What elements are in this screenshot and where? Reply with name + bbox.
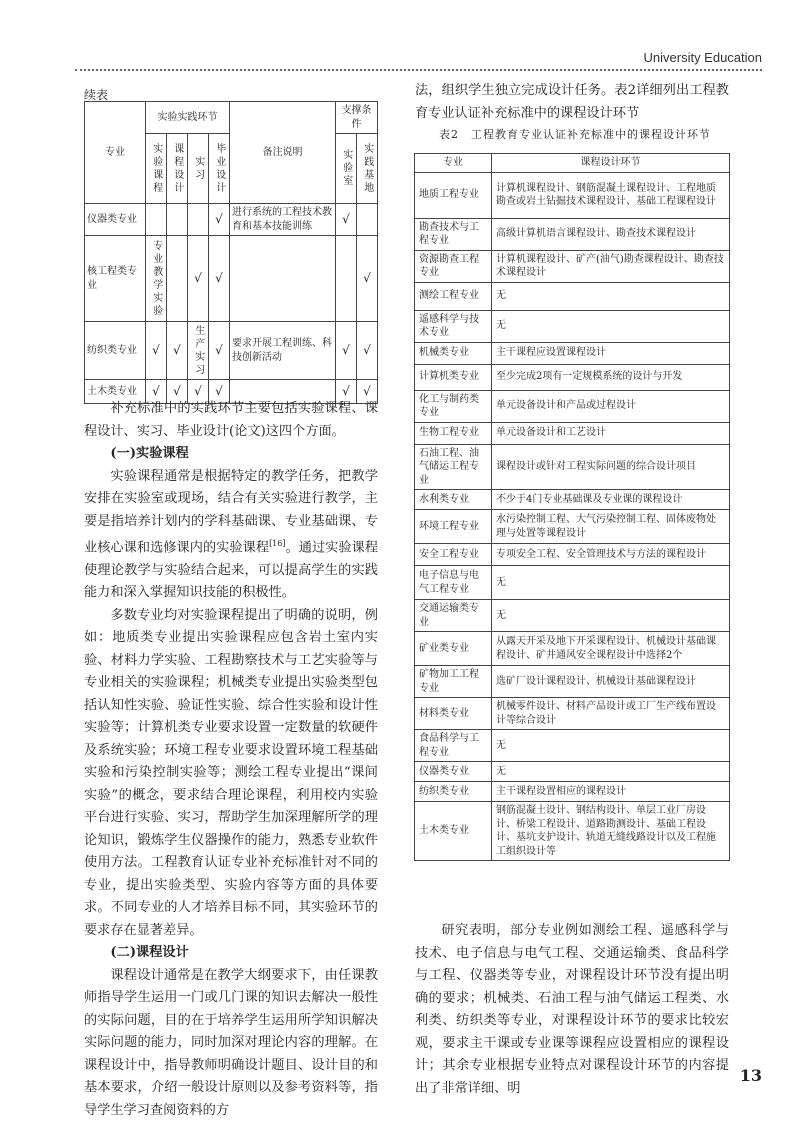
t2-header-major: 专业 — [415, 154, 492, 173]
table-row — [415, 310, 730, 342]
t2-cell-req: 不少于4门专业基础课及专业课的课程设计 — [492, 490, 730, 510]
t2-header-req: 课程设计环节 — [492, 154, 730, 173]
t1-cell: √ — [188, 380, 209, 404]
t2-cell-major: 矿业类专业 — [415, 632, 492, 666]
t1-header-support: 支撑条件 — [336, 102, 378, 134]
t2-cell-req: 无 — [492, 310, 730, 342]
t1-cell: 专业教学实验 — [150, 239, 162, 318]
t1-cell: √ — [188, 236, 209, 322]
table-row — [415, 782, 730, 802]
t1-cell — [357, 204, 378, 236]
t1-cell-note — [230, 236, 336, 322]
left-column-text — [84, 398, 378, 1122]
t2-cell-req: 无 — [492, 730, 730, 762]
t2-cell-major: 计算机类专业 — [415, 364, 492, 390]
t1-cell: √ — [209, 236, 230, 322]
t2-cell-major: 资源勘查工程专业 — [415, 250, 492, 282]
table-row — [85, 204, 378, 236]
t1-cell: √ — [209, 322, 230, 380]
t2-cell-req: 无 — [492, 600, 730, 632]
t1-sub-internship: 实习 — [192, 155, 204, 182]
t1-cell — [167, 236, 188, 322]
t1-sub-lab-course: 实验课程 — [150, 142, 162, 195]
t2-cell-major: 遥感科学与技术专业 — [415, 310, 492, 342]
t2-cell-major: 仪器类专业 — [415, 762, 492, 782]
table-row — [415, 730, 730, 762]
t1-header-major: 专业 — [85, 102, 146, 204]
t1-cell-note: 要求开展工程训练、科技创新活动 — [230, 322, 336, 380]
t1-cell: √ — [146, 380, 167, 404]
table-row — [415, 566, 730, 600]
t1-cell-major: 仪器类专业 — [85, 204, 146, 236]
t2-cell-major: 石油工程、油气储运工程专业 — [415, 444, 492, 490]
section-heading: (一)实验课程 — [110, 446, 189, 461]
t1-cell: √ — [336, 380, 357, 404]
t1-cell — [167, 204, 188, 236]
table-row — [85, 236, 378, 322]
table-row — [415, 510, 730, 544]
paragraph: 法，组织学生独立完成设计任务。表2详细列出工程教育专业认证补充标准中的课程设计环节 — [415, 83, 729, 121]
t1-cell: √ — [336, 322, 357, 380]
table-row — [415, 218, 730, 250]
t1-cell — [336, 236, 357, 322]
table2 — [414, 153, 730, 861]
t2-cell-req: 单元设备设计和工艺设计 — [492, 422, 730, 444]
table-row — [415, 172, 730, 218]
t1-cell: √ — [357, 236, 378, 322]
t2-cell-major: 材料类专业 — [415, 698, 492, 730]
t1-cell-major: 核工程类专业 — [85, 236, 146, 322]
table-row — [415, 364, 730, 390]
t1-cell-major: 纺织类专业 — [85, 322, 146, 380]
t2-cell-req: 无 — [492, 566, 730, 600]
t1-cell: √ — [357, 322, 378, 380]
paragraph: 多数专业均对实验课程提出了明确的说明，例如：地质类专业提出实验课程应包含岩土室内实验、材料力学实验、工程勘察技术与工艺实验等与专业相关的实验课程；机械类专业提出实验类型包括认知性实验、验证性实验、综合性实验和设计性实验等；计算机类专业要求设置一定数量的软硬件及系统实验；环境工程专业要求设置环境工程基础实验和污染控制实验等；测绘工程专业提出“课间实验”的概念，要求结合理论课程，利用校内实验平台进行实验、实习，帮助学生加深理解所学的理论知识，锻炼学生仪器操作的能力，熟悉专业软件使用方法。工程教育认证专业补充标准针对不同的专业，提出实验类型、实验内容等方面的具体要求。不同专业的人才培养目标不同，其实验环节的要求存在显著差异。 — [84, 607, 378, 938]
t1-cell — [146, 204, 167, 236]
t2-cell-req: 钢筋混凝土设计、钢结构设计、单层工业厂房设计、桥梁工程设计、道路勘测设计、基础工程设计、基坑支护设计、轨道无缝线路设计以及工程施工组织设计等 — [492, 802, 730, 861]
t1-header-practice: 实验实践环节 — [146, 102, 230, 134]
paragraph: 补充标准中的实践环节主要包括实验课程、课程设计、实习、毕业设计(论文)这四个方面。 — [84, 401, 378, 439]
t1-cell-note: 进行系统的工程技术教育和基本技能训练 — [230, 204, 336, 236]
t1-sub-course-design: 课程设计 — [171, 142, 183, 195]
t1-cell: 生产实习 — [192, 324, 204, 377]
t1-cell: √ — [336, 204, 357, 236]
t2-cell-req: 计算机课程设计、矿产(油气)勘查课程设计、勘查技术课程设计 — [492, 250, 730, 282]
table-row — [415, 632, 730, 666]
t1-cell — [188, 204, 209, 236]
t2-cell-major: 安全工程专业 — [415, 544, 492, 566]
table-row — [85, 322, 378, 380]
t2-cell-major: 电子信息与电气工程专业 — [415, 566, 492, 600]
table-row — [415, 444, 730, 490]
section-heading: (二)课程设计 — [110, 945, 189, 961]
t1-cell: √ — [167, 322, 188, 380]
table1-continued-label: 续表 — [84, 88, 109, 102]
paragraph: 课程设计通常是在教学大纲要求下，由任课教师指导学生运用一门或几门课的知识去解决一般性的实际问题，目的在于培养学生运用所学知识解决实际问题的能力，同时加深对理论内容的理解。在课程设计中，指导教师明确设计题目、设计目的和基本要求，介绍一般设计原则以及参考资料等，指导学生学习查阅资料的方 — [84, 967, 378, 1118]
t2-cell-major: 食品科学与工程专业 — [415, 730, 492, 762]
t2-cell-major: 勘查技术与工程专业 — [415, 218, 492, 250]
table-row — [415, 250, 730, 282]
table-row — [415, 802, 730, 861]
t2-cell-req: 课程设计或针对工程实际问题的综合设计项目 — [492, 444, 730, 490]
t2-cell-req: 无 — [492, 762, 730, 782]
journal-brand: University Education — [643, 50, 762, 65]
t2-cell-major: 机械类专业 — [415, 342, 492, 364]
t2-cell-major: 交通运输类专业 — [415, 600, 492, 632]
t2-cell-req: 至少完成2项有一定规模系统的设计与开发 — [492, 364, 730, 390]
table-row — [415, 666, 730, 698]
table-row — [415, 282, 730, 310]
table1 — [84, 101, 378, 404]
t2-cell-major: 生物工程专业 — [415, 422, 492, 444]
t2-cell-major: 测绘工程专业 — [415, 282, 492, 310]
t2-cell-req: 无 — [492, 282, 730, 310]
t1-cell: √ — [146, 322, 167, 380]
t1-cell-major: 土木类专业 — [85, 380, 146, 404]
t1-header-remarks: 备注说明 — [230, 102, 336, 204]
page-number: 13 — [739, 1066, 762, 1085]
t2-cell-req: 水污染控制工程、大气污染控制工程、固体废物处理与处置等课程设计 — [492, 510, 730, 544]
table-row — [415, 600, 730, 632]
citation-ref: [16] — [269, 539, 286, 548]
t2-cell-major: 地质工程专业 — [415, 172, 492, 218]
table-row — [415, 544, 730, 566]
t2-cell-major: 矿物加工工程专业 — [415, 666, 492, 698]
t1-cell: √ — [209, 380, 230, 404]
t2-cell-req: 单元设备设计和产品或过程设计 — [492, 390, 730, 422]
t2-cell-major: 环境工程专业 — [415, 510, 492, 544]
table-row — [415, 342, 730, 364]
t2-cell-req: 计算机课程设计、钢筋混凝土课程设计、工程地质勘查或岩土钻掘技术课程设计、基础工程课程设计 — [492, 172, 730, 218]
t1-sub-grad-design: 毕业设计 — [213, 142, 225, 195]
paragraph-text: 实验课程通常是根据特定的教学任务，把教学安排在实验室或现场，结合有关实验进行教学，主要是指培养计划内的学科基础课、专业基础课、专业核心课和选修课内的实验课程 — [84, 468, 378, 556]
t2-cell-req: 高级计算机语言课程设计、勘查技术课程设计 — [492, 218, 730, 250]
t2-cell-req: 从露天开采及地下开采课程设计、机械设计基础课程设计、矿井通风安全课程设计中选择2个 — [492, 632, 730, 666]
right-column-intro — [415, 80, 729, 125]
t2-cell-req: 机械零件设计、材料产品设计或工厂生产线布置设计等综合设计 — [492, 698, 730, 730]
t2-cell-major: 化工与制药类专业 — [415, 390, 492, 422]
t1-cell: √ — [209, 204, 230, 236]
table-row — [415, 762, 730, 782]
paragraph — [84, 466, 378, 605]
t2-cell-req: 选矿厂设计课程设计、机械设计基础课程设计 — [492, 666, 730, 698]
t2-cell-req: 主干课程应设置课程设计 — [492, 342, 730, 364]
t1-cell: √ — [357, 380, 378, 404]
paragraph: 研究表明，部分专业例如测绘工程、遥感科学与技术、电子信息与电气工程、交通运输类、食品科学与工程、仪器类等专业，对课程设计环节没有提出明确的要求；机械类、石油工程与油气储运工程类、水利类、纺织类等专业，对课程设计环节的要求比较宏观，要求主干课或专业课等课程应设置相应的课程设计；其余专业根据专业特点对课程设计环节的内容提出了非常详细、明 — [415, 923, 729, 1096]
t2-cell-req: 主干课程设置相应的课程设计 — [492, 782, 730, 802]
t1-cell: √ — [167, 380, 188, 404]
paragraph-text: 。通过实验课程使理论教学与实验结合起来，可以提高学生的实践能力和深入掌握知识技能的积极性。 — [84, 540, 379, 601]
table-row — [415, 390, 730, 422]
t2-cell-major: 土木类专业 — [415, 802, 492, 861]
t2-cell-req: 专项安全工程、安全管理技术与方法的课程设计 — [492, 544, 730, 566]
t1-sub-lab: 实验室 — [340, 149, 352, 188]
table-row — [415, 422, 730, 444]
header-divider — [75, 69, 762, 71]
t1-sub-base: 实践基地 — [361, 142, 373, 195]
table-row — [415, 698, 730, 730]
right-column-end — [415, 920, 729, 1100]
t2-cell-major: 水利类专业 — [415, 490, 492, 510]
t2-cell-major: 纺织类专业 — [415, 782, 492, 802]
table2-caption: 表2 工程教育专业认证补充标准中的课程设计环节 — [439, 128, 711, 141]
table-row — [415, 490, 730, 510]
